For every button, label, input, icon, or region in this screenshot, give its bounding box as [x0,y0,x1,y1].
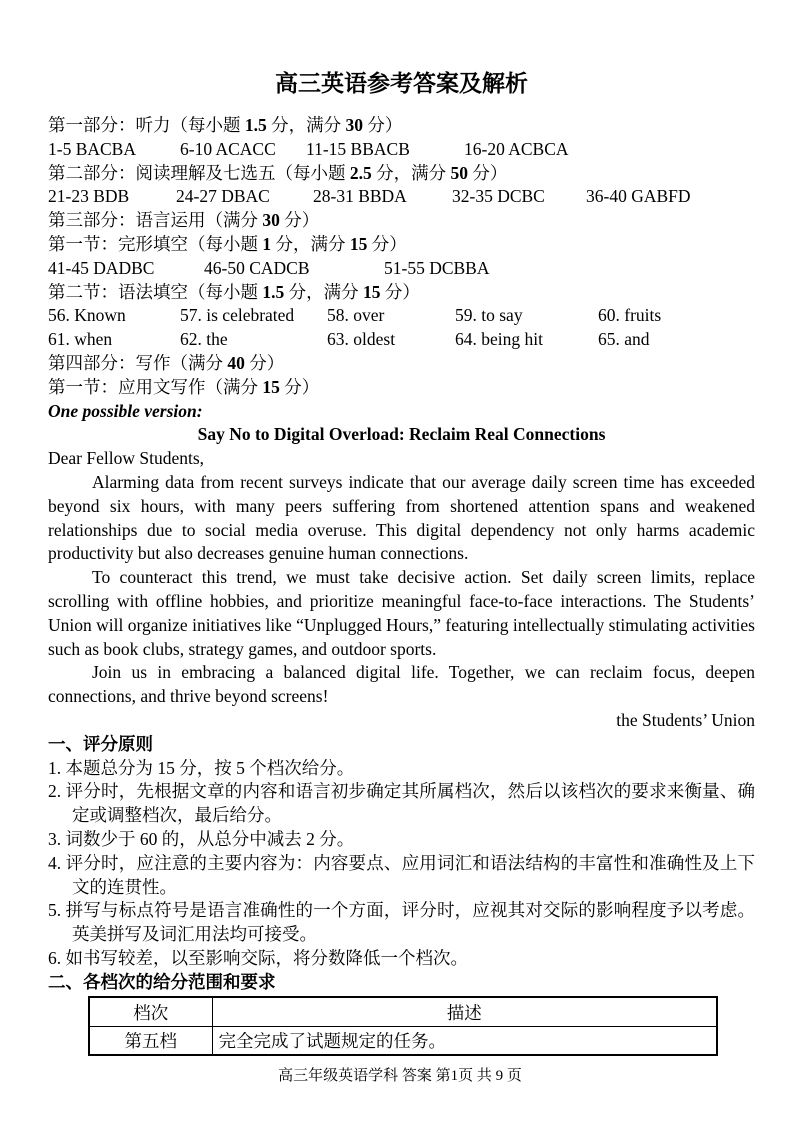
heading-text: 分，满分 [271,233,350,254]
answer-group: 21-23 BDB [48,186,130,207]
scoring-item: 5. 拼写与标点符号是语言准确性的一个方面，评分时，应视其对交际的影响程度予以考虑。英美拼写及词汇用法均可接受。 [48,900,755,945]
part2-heading [48,162,755,186]
scoring-principles-heading: 一、评分原则 [48,733,153,754]
part4-heading [48,352,755,376]
answer-group: 46-50 CADCB [204,257,310,278]
part3-heading [48,209,755,233]
description-cell: 完全完成了试题规定的任务。 [212,1026,717,1055]
answer-group: 36-40 GABFD [586,186,691,207]
heading-number: 15 [349,233,368,254]
heading-number: 50 [450,162,468,183]
page-footer: 高三年级英语学科 答案 第1页 共 9 页 [278,1068,522,1084]
heading-text: 第一部分：听力（每小题 [48,115,245,135]
writing-section-heading [48,376,755,400]
sample-version-label: One possible version: [48,400,203,421]
cloze-heading [48,233,755,257]
heading-text: 分） [468,162,508,183]
answer-item: 65. and [598,329,650,350]
essay-paragraph-1: Alarming data from recent surveys indicate that our average daily screen time has exceeded beyond six hours, with many peers suffering from shortened attention spans and weakened relationships due to social media overuse. This digital dependency not only harms academic productivity but also decreases genuine human connections. [48,471,755,564]
answer-item: 58. over [327,305,385,326]
heading-number: 15 [363,281,381,302]
heading-text: 分） [244,352,285,373]
cloze-answers-row [48,257,755,281]
heading-number: 30 [345,115,363,135]
essay-paragraph-2: To counteract this trend, we must take decisive action. Set daily screen limits, replace scrolling with offline hobbies, and prioritize meaningful face-to-face interactions. The Students’ Union will organize initiatives like “Unplugged Hours,” featuring intellectually stimulating activities such as book clubs, strategy games, and outdoor sports. [48,567,755,659]
table-row [89,1026,717,1055]
answer-group: 32-35 DCBC [452,186,545,207]
heading-text: 第三部分：语言运用（满分 [48,210,263,231]
band-column-header: 档次 [89,997,212,1026]
heading-number: 1 [262,233,272,254]
heading-text: 分，满分 [371,162,451,183]
heading-text: 分） [279,376,320,397]
answer-group: 11-15 BBACB [306,138,410,159]
reading-answers-row [48,185,755,209]
answer-group: 41-45 DADBC [48,257,155,278]
scoring-item: 2. 评分时，先根据文章的内容和语言初步确定其所属档次，然后以该档次的要求来衡量、确定或调整档次，最后给分。 [48,781,755,826]
heading-text: 第一节：应用文写作（满分 [48,376,263,397]
scoring-item: 1. 本题总分为 15 分，按 5 个档次给分。 [48,757,355,778]
answer-group: 28-31 BBDA [313,186,407,207]
heading-text: 分） [380,281,420,302]
answer-group: 6-10 ACACC [180,138,276,159]
heading-text: 第二节：语法填空（每小题 [48,281,263,302]
answer-item: 59. to say [455,305,523,326]
answer-group: 16-20 ACBCA [464,138,569,159]
answer-group: 24-27 DBAC [176,186,270,207]
heading-text: 分） [363,115,403,135]
essay-title: Say No to Digital Overload: Reclaim Real Connections [197,424,606,445]
answer-item: 63. oldest [327,329,396,350]
answer-item: 64. being hit [455,329,543,350]
answer-item: 61. when [48,329,113,350]
description-column-header: 描述 [212,997,717,1026]
heading-number: 1.5 [262,281,285,302]
essay-signature: the Students’ Union [616,709,755,730]
answer-item: 60. fruits [598,305,662,326]
heading-text: 分，满分 [284,281,363,302]
heading-number: 15 [262,376,280,397]
scoring-item: 3. 词数少于 60 的，从总分中减去 2 分。 [48,828,355,849]
listening-answers-row [48,138,755,162]
grammar-answers-row-2 [48,328,755,352]
answer-item: 62. the [180,329,228,350]
doc-title: 高三英语参考答案及解析 [275,71,528,96]
grammar-heading [48,281,755,305]
table-header-row [89,997,717,1026]
band-cell: 第五档 [89,1026,212,1055]
heading-text: 第四部分：写作（满分 [48,352,228,373]
heading-text: 分，满分 [266,115,346,135]
heading-text: 第二部分：阅读理解及七选五（每小题 [48,162,350,183]
scoring-item: 4. 评分时，应注意的主要内容为：内容要点、应用词汇和语法结构的丰富性和准确性及上下文的连贯性。 [48,852,755,897]
essay-paragraph-3: Join us in embracing a balanced digital life. Together, we can reclaim focus, deepen connections, and thrive beyond screens! [48,662,755,707]
heading-text: 分） [279,210,320,231]
answer-item: 57. is celebrated [180,305,295,326]
grammar-answers-row-1 [48,304,755,328]
heading-number: 30 [262,210,280,231]
heading-number: 40 [227,352,245,373]
answer-group: 1-5 BACBA [48,138,136,159]
heading-text: 第一节：完形填空（每小题 [48,233,263,254]
part1-heading [48,114,755,138]
answer-group: 51-55 DCBBA [384,257,490,278]
heading-text: 分） [367,233,407,254]
answer-item: 56. Known [48,305,126,326]
score-bands-table [88,996,718,1056]
essay-salutation: Dear Fellow Students, [48,448,205,469]
heading-number: 1.5 [244,115,267,135]
score-bands-heading: 二、各档次的给分范围和要求 [48,971,276,992]
scoring-item: 6. 如书写较差，以至影响交际，将分数降低一个档次。 [48,947,468,968]
heading-number: 2.5 [349,162,372,183]
